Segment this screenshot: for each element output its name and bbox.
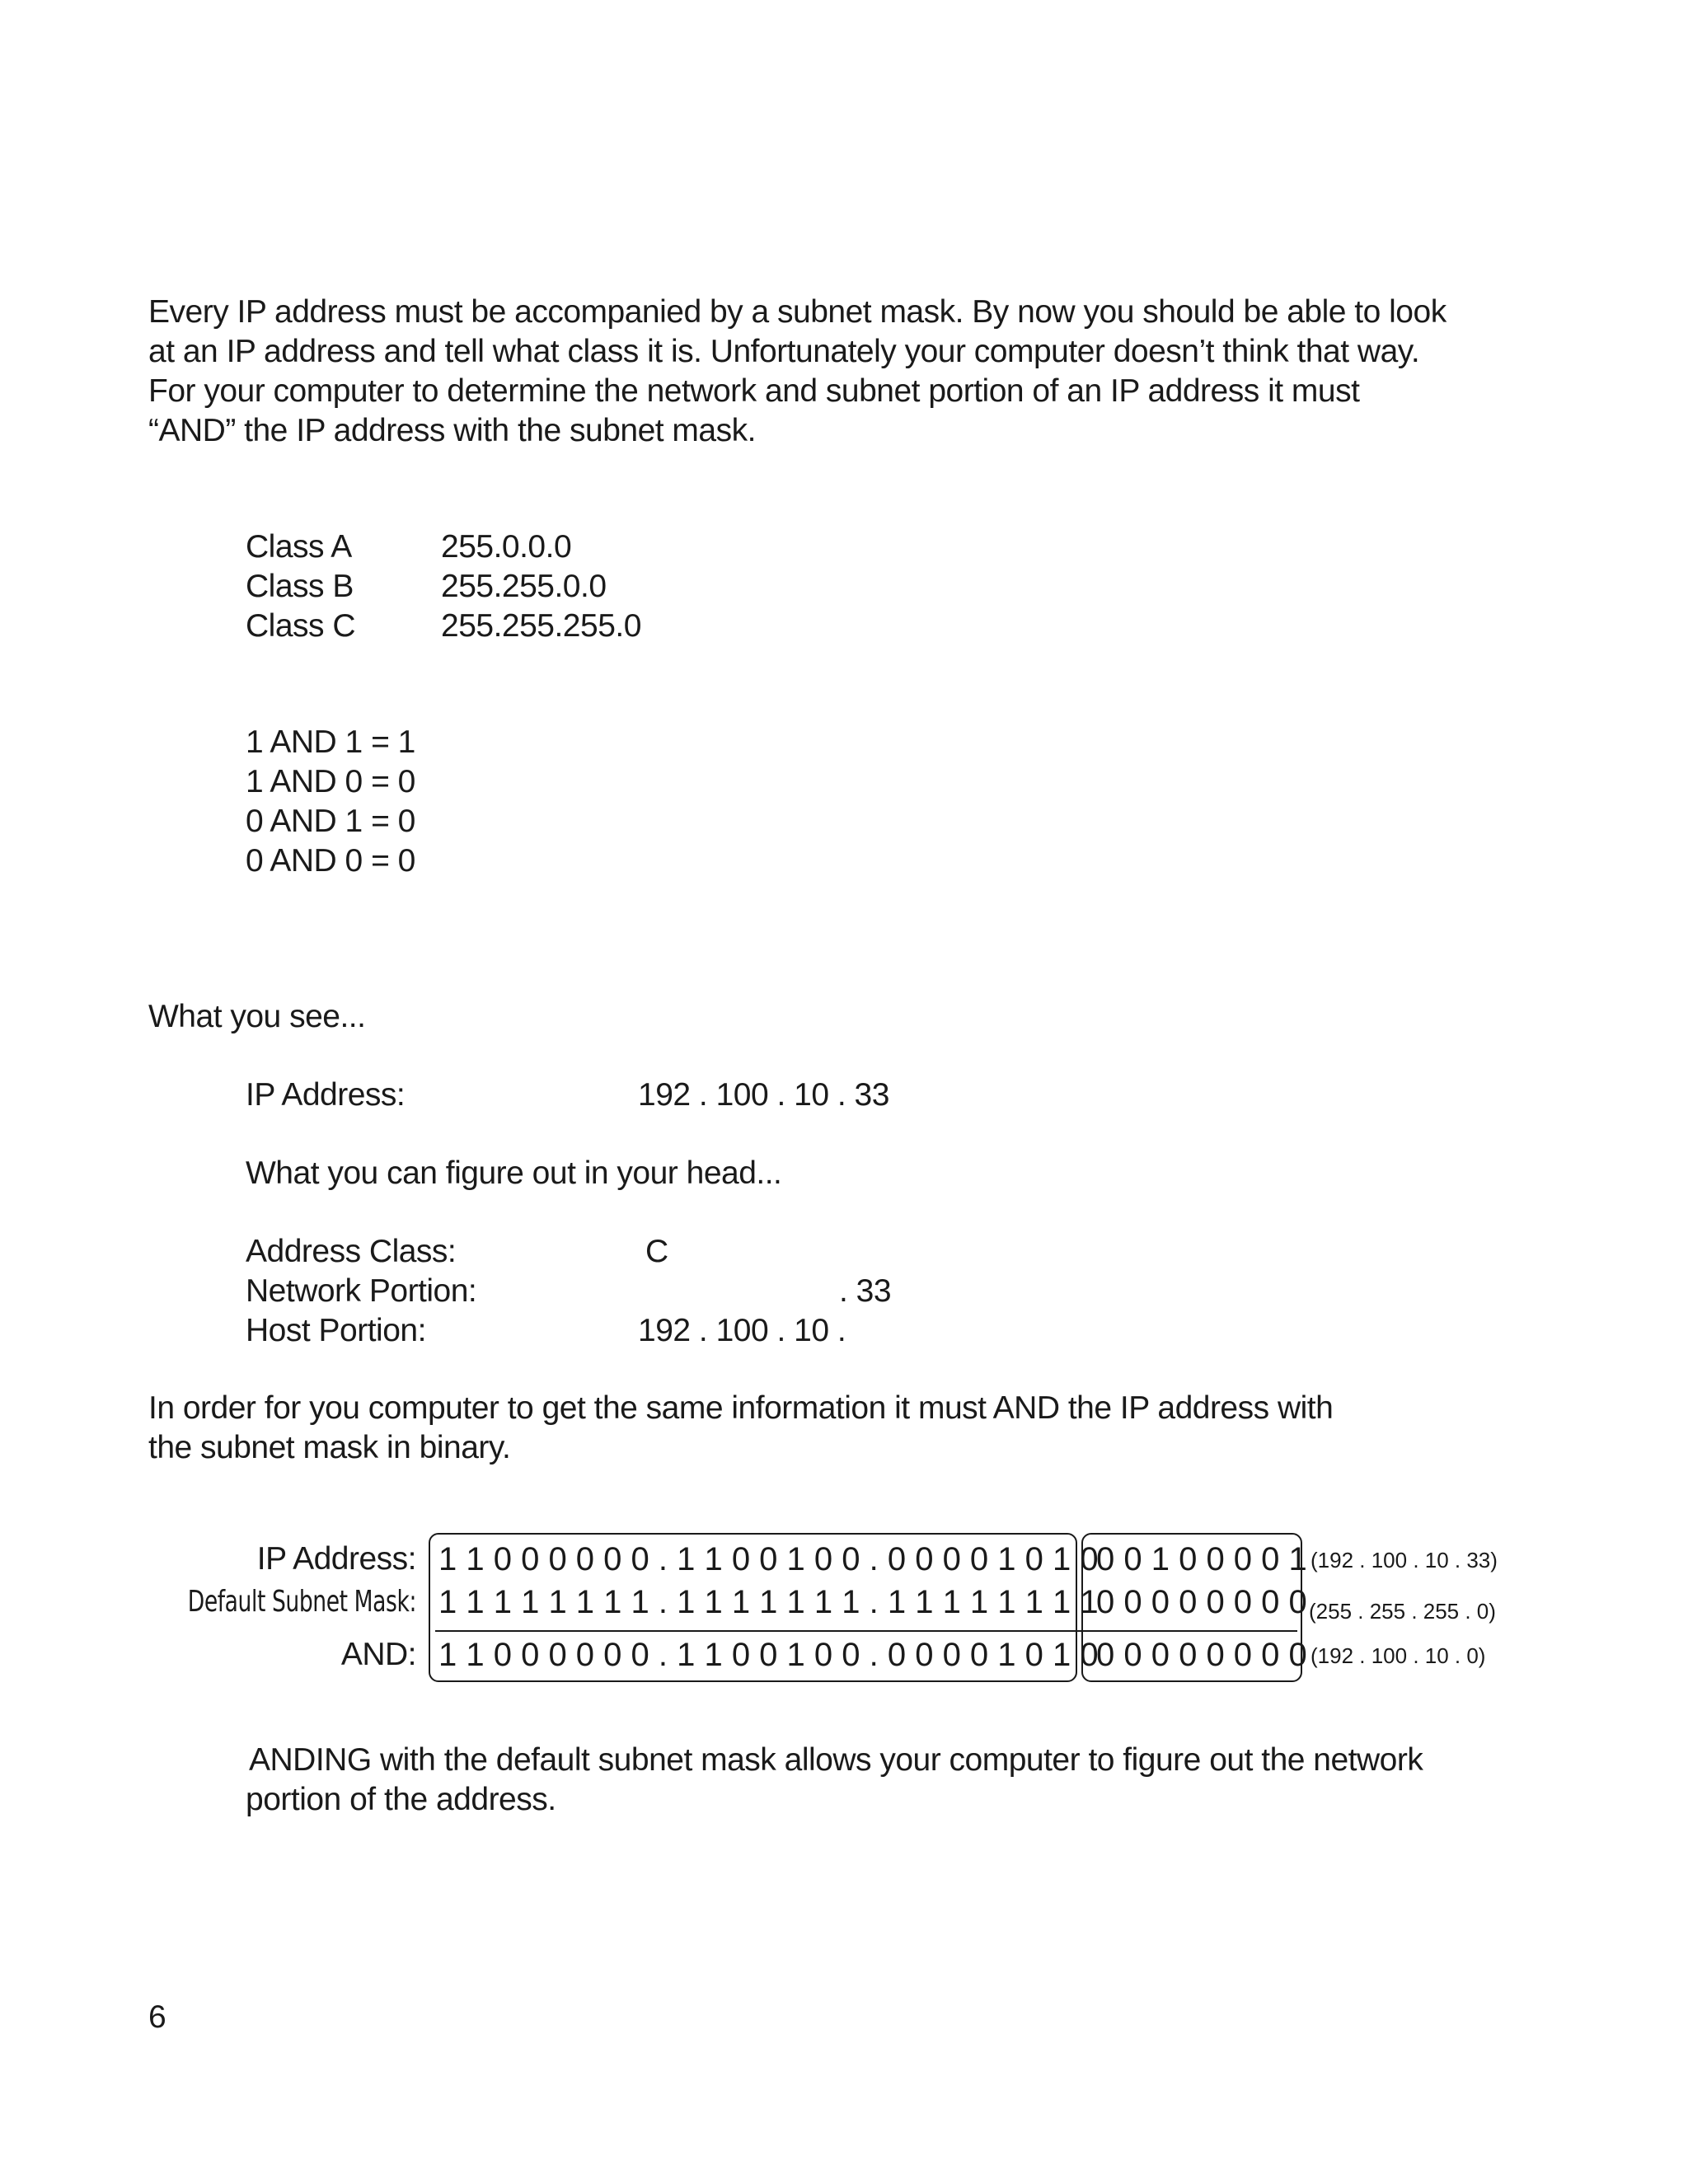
class-mask: 255.255.0.0 xyxy=(441,569,607,604)
subnet-mask-label: Default Subnet Mask: xyxy=(187,1585,416,1619)
ip-binary-host: 0 0 1 0 0 0 0 1 xyxy=(1096,1541,1307,1577)
what-you-see-heading: What you see... xyxy=(148,999,366,1034)
and-rule: 0 AND 1 = 0 xyxy=(246,804,415,839)
sum-underline xyxy=(435,1630,1297,1632)
host-portion-value: 192 . 100 . 10 . xyxy=(638,1313,846,1348)
network-portion-value: . 33 xyxy=(839,1273,892,1309)
address-class-value: C xyxy=(645,1234,668,1269)
class-name: Class B xyxy=(246,569,354,604)
and-result-label: AND: xyxy=(340,1637,416,1672)
mask-binary-network: 1 1 1 1 1 1 1 1 . 1 1 1 1 1 1 1 . 1 1 1 1 1 1 1 1 xyxy=(438,1584,1099,1620)
figure-heading: What you can figure out in your head... xyxy=(246,1155,782,1191)
intro-line: Every IP address must be accompanied by a subnet mask. By now you should be able to look xyxy=(148,294,1447,330)
address-class-label: Address Class: xyxy=(246,1234,457,1269)
intro-paragraph xyxy=(148,293,1447,451)
and-rule: 1 AND 1 = 1 xyxy=(246,724,415,760)
mask-decimal: (255 . 255 . 255 . 0) xyxy=(1309,1599,1496,1624)
and-binary-host: 0 0 0 0 0 0 0 0 xyxy=(1096,1637,1307,1673)
ip-binary-network: 1 1 0 0 0 0 0 0 . 1 1 0 0 1 0 0 . 0 0 0 0 1 0 1 0 xyxy=(438,1541,1099,1577)
and-binary-network: 1 1 0 0 0 0 0 0 . 1 1 0 0 1 0 0 . 0 0 0 0 1 0 1 0 xyxy=(438,1637,1099,1673)
intro-line: For your computer to determine the network and subnet portion of an IP address it must xyxy=(148,373,1360,409)
binary-intro-line: the subnet mask in binary. xyxy=(148,1430,511,1465)
binary-intro xyxy=(148,1389,1333,1468)
and-rule: 0 AND 0 = 0 xyxy=(246,843,415,879)
class-mask: 255.255.255.0 xyxy=(441,608,641,644)
binary-intro-line: In order for you computer to get the same information it must AND the IP address with xyxy=(148,1390,1334,1426)
class-name: Class A xyxy=(246,529,352,565)
conclusion-line: portion of the address. xyxy=(246,1782,556,1817)
ip-decimal: (192 . 100 . 10 . 33) xyxy=(1311,1548,1498,1572)
ip-label: IP Address: xyxy=(246,1077,406,1113)
and-rules xyxy=(246,723,415,881)
and-decimal: (192 . 100 . 10 . 0) xyxy=(1311,1643,1486,1668)
class-mask: 255.0.0.0 xyxy=(441,529,572,565)
network-portion-label: Network Portion: xyxy=(246,1273,477,1309)
mask-binary-host: 0 0 0 0 0 0 0 0 xyxy=(1096,1584,1307,1620)
ip-address-label: IP Address: xyxy=(256,1541,416,1577)
and-rule: 1 AND 0 = 0 xyxy=(246,764,415,799)
page-number: 6 xyxy=(148,1999,166,2035)
class-name: Class C xyxy=(246,608,356,644)
conclusion-line: ANDING with the default subnet mask allows your computer to figure out the network xyxy=(249,1742,1423,1778)
host-portion-label: Host Portion: xyxy=(246,1313,426,1348)
conclusion-paragraph xyxy=(246,1741,1423,1820)
intro-line: “AND” the IP address with the subnet mask. xyxy=(148,413,756,448)
ip-value: 192 . 100 . 10 . 33 xyxy=(638,1077,889,1113)
intro-line: at an IP address and tell what class it is. Unfortunately your computer doesn’t think that way. xyxy=(148,334,1420,369)
